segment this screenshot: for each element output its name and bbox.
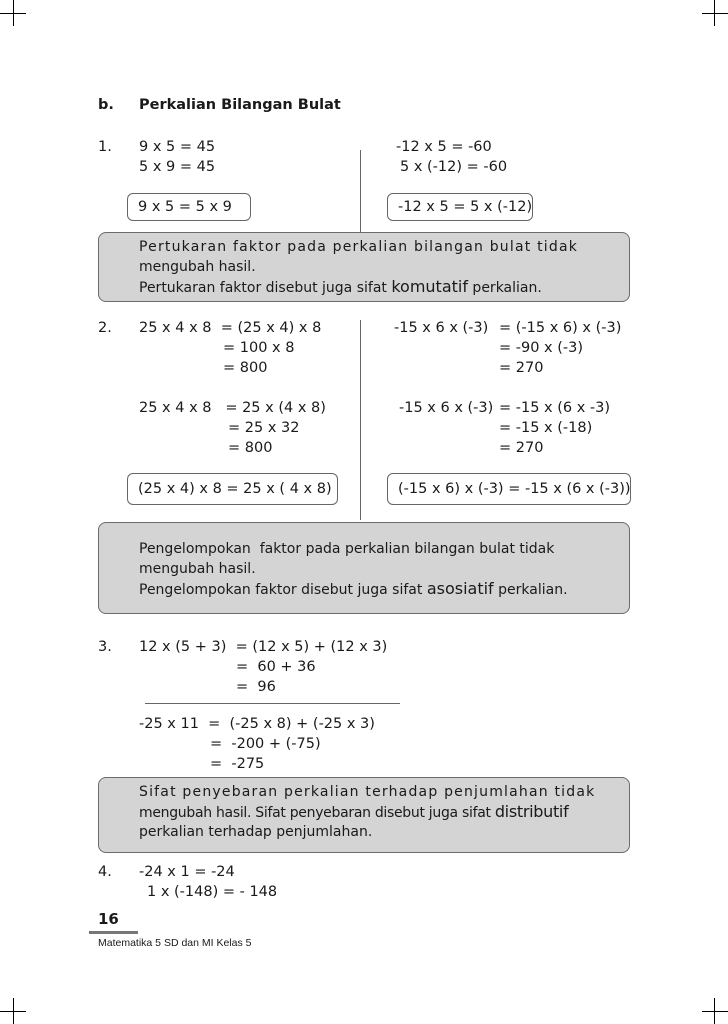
equation: = 60 + 36 — [236, 659, 316, 675]
note-line: perkalian terhadap penjumlahan. — [139, 824, 373, 840]
property-box — [127, 473, 338, 505]
crop-mark-tl-v — [13, 0, 14, 26]
property-text: (25 x 4) x 8 = 25 x ( 4 x 8) — [138, 481, 332, 497]
note-line: Sifat penyebaran perkalian terhadap penjumlahan tidak — [139, 784, 596, 800]
item-number: 1. — [98, 139, 112, 155]
equation: 1 x (-148) = - 148 — [147, 884, 278, 900]
column-divider — [360, 150, 361, 232]
equation: 25 x 4 x 8 = (25 x 4) x 8 — [139, 320, 322, 336]
equation: = 100 x 8 — [223, 340, 295, 356]
property-text: (-15 x 6) x (-3) = -15 x (6 x (-3)) — [398, 481, 631, 497]
equation: 5 x 9 = 45 — [139, 159, 216, 175]
equation: 25 x 4 x 8 = 25 x (4 x 8) — [139, 400, 326, 416]
note-line: mengubah hasil. — [139, 259, 256, 275]
term-commutative: komutatif — [391, 277, 468, 296]
equation: = -275 — [210, 756, 265, 772]
property-text: -12 x 5 = 5 x (-12) — [398, 199, 533, 215]
note-line: Pengelompokan faktor pada perkalian bilangan bulat tidak — [139, 541, 555, 557]
footer-rule — [89, 931, 138, 934]
equation: = 96 — [236, 679, 276, 695]
section-title: Perkalian Bilangan Bulat — [139, 97, 341, 113]
term-distributive: distributif — [494, 802, 569, 821]
equation: -12 x 5 = -60 — [396, 139, 492, 155]
note-line: Pertukaran faktor pada perkalian bilangan bulat tidak — [139, 239, 579, 255]
equation: -15 x 6 x (-3) — [394, 320, 489, 336]
equation: = 270 — [499, 440, 544, 456]
note-line: Pertukaran faktor disebut juga sifat komutatif perkalian. — [139, 277, 542, 296]
item-number: 3. — [98, 639, 112, 655]
crop-mark-tr-h — [702, 13, 728, 14]
equation: = 800 — [228, 440, 273, 456]
separator-line — [145, 703, 400, 704]
equation: 9 x 5 = 45 — [139, 139, 216, 155]
equation: 5 x (-12) = -60 — [400, 159, 508, 175]
equation: = 25 x 32 — [228, 420, 300, 436]
property-box — [387, 473, 631, 505]
equation: -15 x 6 x (-3) — [399, 400, 494, 416]
equation: = -15 x (-18) — [499, 420, 593, 436]
note-box-commutative — [98, 232, 630, 302]
equation: = 270 — [499, 360, 544, 376]
equation: = -200 + (-75) — [210, 736, 321, 752]
property-box — [127, 193, 251, 221]
equation: -25 x 11 = (-25 x 8) + (-25 x 3) — [139, 716, 375, 732]
crop-mark-tr-v — [714, 0, 715, 26]
column-divider — [360, 320, 361, 520]
note-box-distributive — [98, 777, 630, 853]
item-number: 4. — [98, 864, 112, 880]
crop-mark-br-v — [714, 998, 715, 1024]
equation: -24 x 1 = -24 — [139, 864, 235, 880]
section-letter: b. — [98, 97, 114, 113]
book-title: Matematika 5 SD dan MI Kelas 5 — [98, 937, 252, 949]
term-associative: asosiatif — [426, 579, 494, 598]
equation: = (-15 x 6) x (-3) — [499, 320, 622, 336]
property-box — [387, 193, 533, 221]
note-line: mengubah hasil. — [139, 561, 256, 577]
item-number: 2. — [98, 320, 112, 336]
equation: = 800 — [223, 360, 268, 376]
crop-mark-bl-v — [13, 998, 14, 1024]
note-line: mengubah hasil. Sifat penyebaran disebut juga sifat distributif — [139, 802, 569, 821]
crop-mark-br-h — [702, 1011, 728, 1012]
equation: 12 x (5 + 3) = (12 x 5) + (12 x 3) — [139, 639, 388, 655]
note-line: Pengelompokan faktor disebut juga sifat asosiatif perkalian. — [139, 579, 568, 598]
equation: = -90 x (-3) — [499, 340, 584, 356]
page-number: 16 — [98, 910, 119, 928]
note-box-associative — [98, 522, 630, 614]
equation: = -15 x (6 x -3) — [499, 400, 611, 416]
property-text: 9 x 5 = 5 x 9 — [138, 199, 232, 215]
